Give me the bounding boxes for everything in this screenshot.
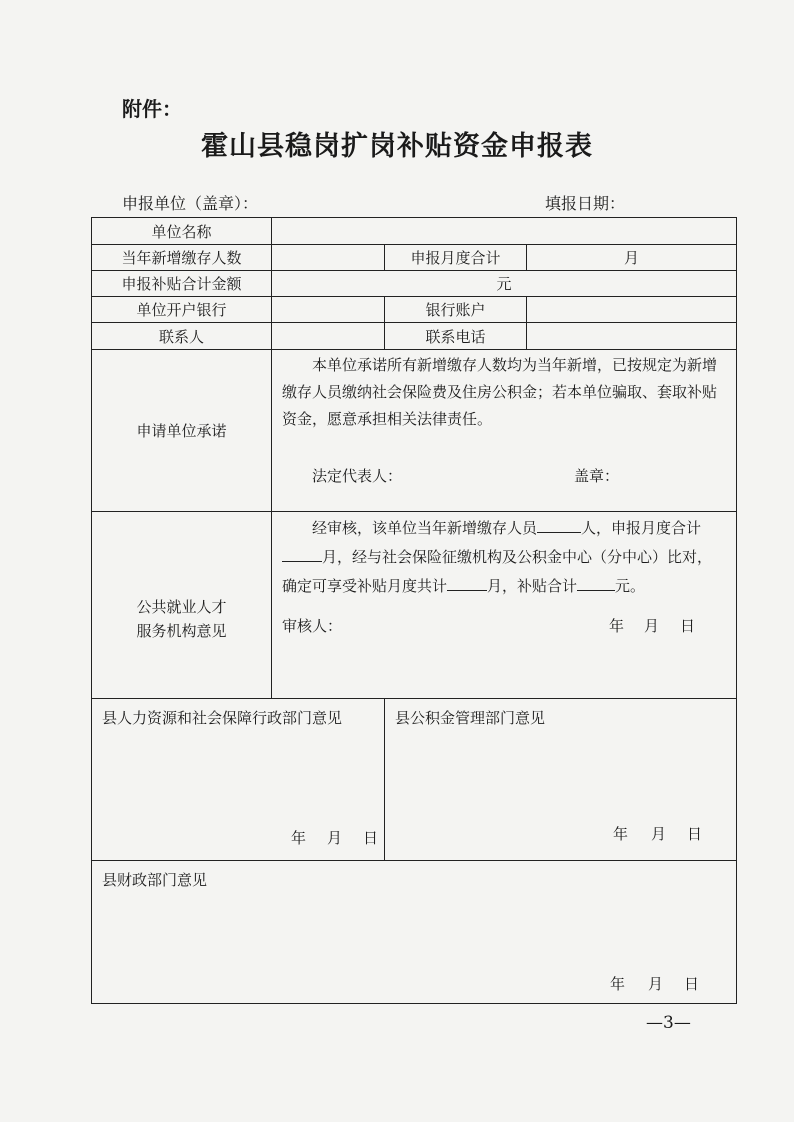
reviewer-label: 审核人：	[282, 617, 343, 635]
review-text-part4: 月，补贴合计	[487, 577, 578, 595]
finance-date-day: 日	[684, 975, 700, 993]
service-label-line2: 服务机构意见	[136, 622, 227, 640]
review-date-month: 月	[644, 617, 660, 635]
months-total-field[interactable]	[527, 245, 737, 271]
review-text-part3: 月，经与社会保险征缴机构及公积金中心（分中心）比对，确定可享受补贴月度共计	[282, 548, 713, 595]
review-text-part2: 人，申报月度合计	[581, 519, 702, 537]
new-hires-blank[interactable]	[537, 516, 581, 533]
seal-label: 盖章：	[574, 467, 620, 485]
hr-date-year: 年	[291, 829, 307, 847]
page-number: —3—	[646, 1013, 691, 1033]
hr-date-day: 日	[363, 829, 379, 847]
attachment-label: 附件：	[122, 97, 182, 121]
review-date-day: 日	[680, 617, 696, 635]
review-text	[272, 512, 736, 601]
applicant-unit-label: 申报单位（盖章）：	[122, 194, 259, 213]
account-label: 银行账户	[385, 297, 527, 323]
months-blank[interactable]	[282, 545, 322, 562]
service-org-label	[92, 512, 272, 699]
commitment-label: 申请单位承诺	[92, 350, 272, 512]
new-hires-label: 当年新增缴存人数	[92, 245, 272, 271]
eligible-months-blank[interactable]	[447, 574, 487, 591]
bank-field[interactable]	[272, 297, 385, 323]
commitment-text: 本单位承诺所有新增缴存人数均为当年新增，已按规定为新增缴存人员缴纳社会保险费及住房公积金；若本单位骗取、套取补贴资金，愿意承担相关法律责任。	[282, 356, 718, 428]
finance-date-month: 月	[648, 975, 664, 993]
form-title: 霍山县稳岗扩岗补贴资金申报表	[201, 131, 593, 162]
review-text-part1: 经审核，该单位当年新增缴存人员	[312, 519, 538, 537]
commitment-sign-row	[272, 465, 736, 493]
fund-date-month: 月	[651, 825, 667, 843]
months-total-label: 申报月度合计	[385, 245, 527, 271]
unit-name-label: 单位名称	[92, 218, 272, 245]
new-hires-field[interactable]	[272, 245, 385, 271]
bank-label: 单位开户银行	[92, 297, 272, 323]
contact-field[interactable]	[272, 323, 385, 350]
review-text-part5: 元。	[615, 577, 646, 595]
amount-total-label: 申报补贴合计金额	[92, 271, 272, 297]
fund-dept-label: 县公积金管理部门意见	[395, 709, 546, 727]
yuan-unit: 元	[496, 275, 512, 293]
finance-dept-cell	[92, 861, 737, 1004]
amount-total-field[interactable]	[272, 271, 737, 297]
review-date-year: 年	[609, 617, 625, 635]
unit-name-field[interactable]	[272, 218, 737, 245]
hr-date-month: 月	[327, 829, 343, 847]
finance-dept-label: 县财政部门意见	[102, 871, 208, 889]
phone-field[interactable]	[527, 323, 737, 350]
application-form-table	[91, 217, 737, 1004]
fund-dept-cell	[385, 699, 737, 861]
account-field[interactable]	[527, 297, 737, 323]
commitment-cell	[272, 350, 737, 512]
legal-rep-label: 法定代表人：	[312, 467, 403, 485]
subsidy-amount-blank[interactable]	[577, 574, 615, 591]
review-sign-row	[272, 615, 736, 643]
service-review-cell	[272, 512, 737, 699]
fund-date-year: 年	[613, 825, 629, 843]
finance-date-year: 年	[610, 975, 626, 993]
hr-dept-label: 县人力资源和社会保障行政部门意见	[102, 709, 343, 727]
fill-date-label: 填报日期：	[545, 194, 626, 213]
phone-label: 联系电话	[385, 323, 527, 350]
hr-dept-cell	[92, 699, 385, 861]
fund-date-day: 日	[687, 825, 703, 843]
service-label-line1: 公共就业人才	[136, 598, 227, 616]
contact-label: 联系人	[92, 323, 272, 350]
month-unit: 月	[624, 249, 640, 267]
